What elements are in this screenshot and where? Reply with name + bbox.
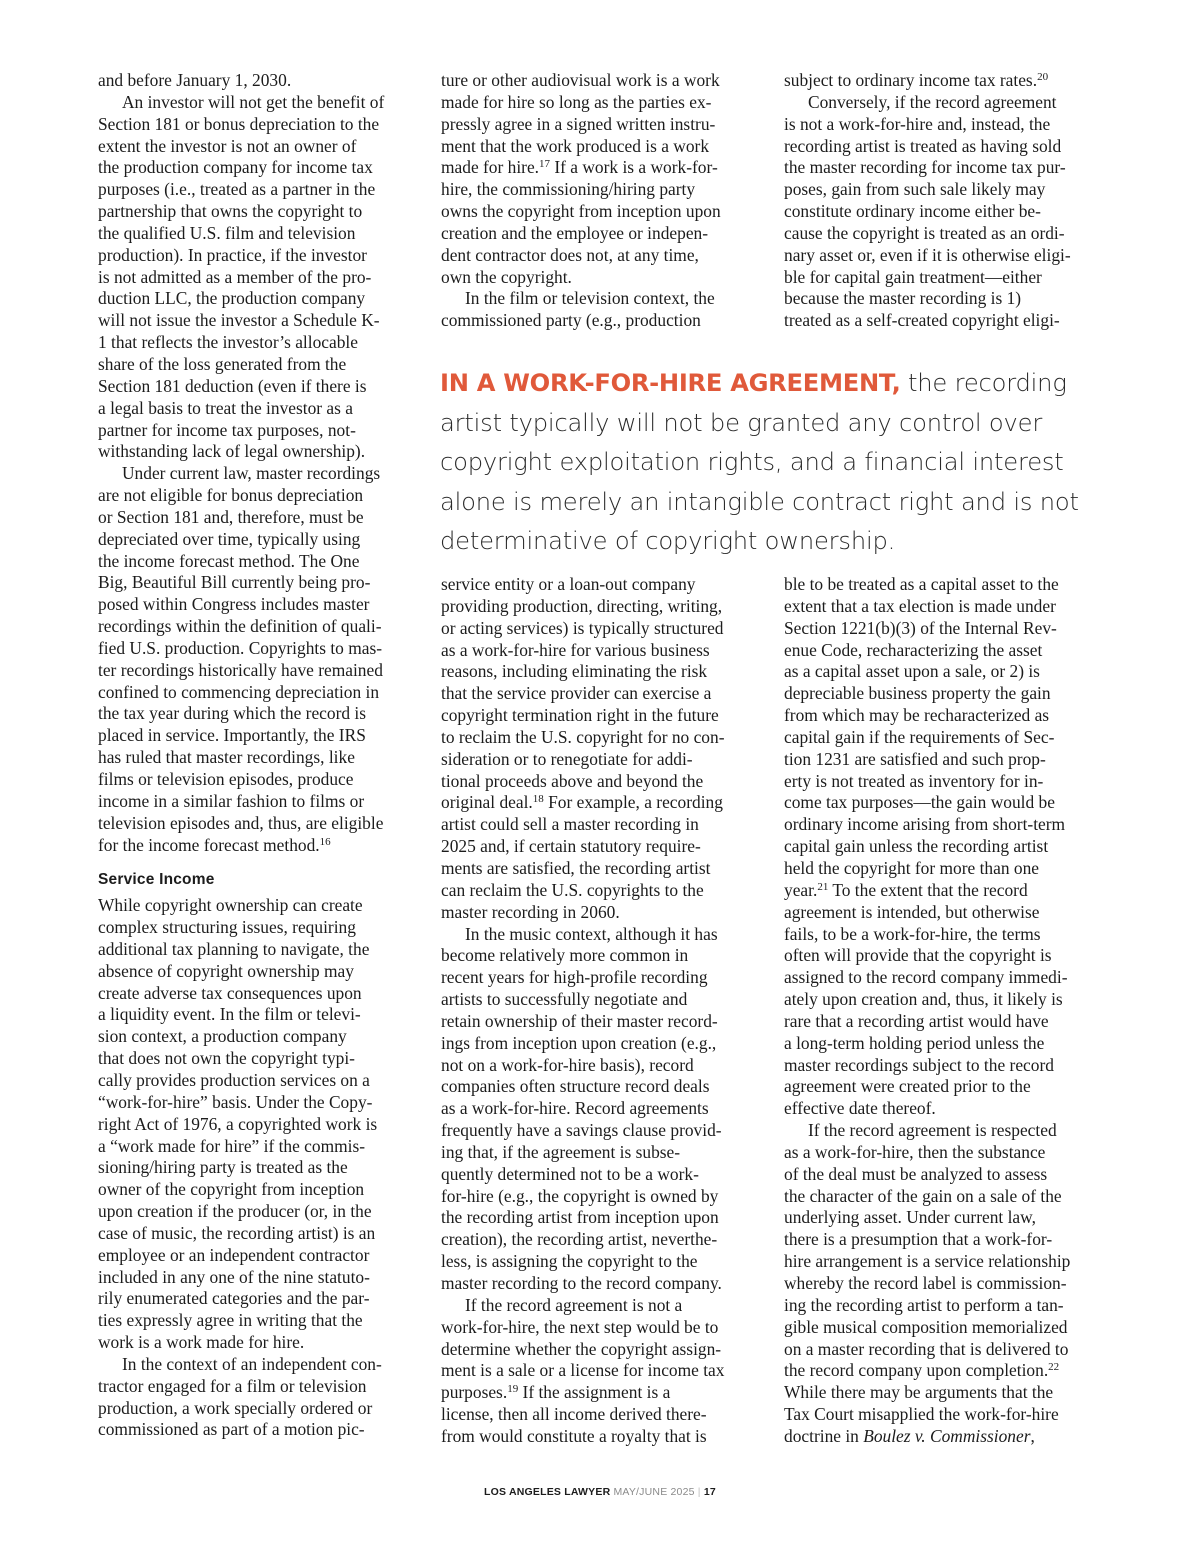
text-line: can reclaim the U.S. copyrights to the (441, 879, 704, 900)
text-line: fails, to be a work-for-hire, the terms (784, 923, 1041, 944)
text-line: retain ownership of their master record- (441, 1010, 718, 1031)
text-line: as a work-for-hire. Record agreements (441, 1098, 709, 1119)
text-line: made for hire so long as the parties ex- (441, 91, 712, 112)
text-line: sideration or to renegotiate for addi- (441, 748, 693, 769)
text-line: become relatively more common in (441, 945, 689, 966)
text-line: share of the loss generated from the (98, 353, 347, 374)
text-line: for-hire (e.g., the copyright is owned by (441, 1185, 719, 1206)
pull-quote (440, 364, 1140, 562)
text-line: If the record agreement is respected (808, 1120, 1057, 1141)
text-line: An investor will not get the benefit of (122, 91, 385, 112)
text-line: there is a presumption that a work-for- (784, 1229, 1053, 1250)
text-line: dent contractor does not, at any time, (441, 244, 699, 265)
text-line: artists to successfully negotiate and (441, 989, 688, 1010)
text-line: cally provides production services on a (98, 1069, 370, 1090)
text-line: ments are satisfied, the recording artist (441, 857, 711, 878)
column-2-top (441, 70, 766, 332)
text-line: that does not own the copyright typi- (98, 1048, 355, 1069)
text-line: Section 1221(b)(3) of the Internal Rev- (784, 617, 1057, 638)
text-line: “work-for-hire” basis. Under the Copy- (98, 1091, 373, 1112)
text-line: the tax year during which the record is (98, 703, 367, 724)
text-line: recording artist is treated as having sold (784, 135, 1062, 156)
text-line: tional proceeds above and beyond the (441, 770, 704, 791)
text-line: gible musical composition memorialized (784, 1316, 1068, 1337)
text-line: Conversely, if the record agreement (808, 91, 1057, 112)
text-line: pressly agree in a signed written instru- (441, 113, 716, 134)
footnote-ref: 18 (532, 793, 544, 806)
footnote-ref: 19 (507, 1383, 519, 1396)
text-line: not on a work-for-hire basis), record (441, 1054, 694, 1075)
text-line: the qualified U.S. film and television (98, 222, 356, 243)
text-line: from would constitute a royalty that is (441, 1425, 707, 1446)
text-line: duction LLC, the production company (98, 288, 366, 309)
page-footer (0, 1486, 1200, 1498)
text-line: ter recordings historically have remained (98, 659, 383, 680)
text-line: assigned to the record company immedi- (784, 967, 1068, 988)
text-line: create adverse tax consequences upon (98, 982, 362, 1003)
text-line: posed within Congress includes master (98, 594, 370, 615)
text-line: ment that the work produced is a work (441, 135, 710, 156)
text-line: Big, Beautiful Bill currently being pro- (98, 572, 371, 593)
text-line: confined to commencing depreciation in (98, 681, 380, 702)
text-line: hire arrangement is a service relationship (784, 1251, 1071, 1272)
text-line: the record company upon completion.$^{22}$ (784, 1360, 1060, 1381)
text-line: purposes (i.e., treated as a partner in the (98, 179, 376, 200)
text-line: sioning/hiring party is treated as the (98, 1157, 348, 1178)
text-line: determine whether the copyright assign- (441, 1338, 722, 1359)
text-line: owns the copyright from inception upon (441, 201, 721, 222)
text-line: work-for-hire, the next step would be to (441, 1316, 719, 1337)
text-line: extent that a tax election is made under (784, 595, 1056, 616)
text-line: nary asset or, even if it is otherwise eligi- (784, 244, 1071, 265)
pull-quote-line-5: determinative of copyright ownership. (440, 527, 896, 556)
text-line: Section 181 deduction (even if there is (98, 375, 367, 396)
text-line: Tax Court misapplied the work-for-hire (784, 1404, 1059, 1425)
text-line: ordinary income arising from short-term (784, 814, 1066, 835)
text-line: television episodes and, thus, are eligible (98, 812, 384, 833)
text-line: a legal basis to treat the investor as a (98, 397, 353, 418)
text-line: artist could sell a master recording in (441, 814, 699, 835)
text-line: ble for capital gain treatment—either (784, 266, 1042, 287)
text-line: underlying asset. Under current law, (784, 1207, 1036, 1228)
text-line: or acting services) is typically structured (441, 617, 724, 638)
case-name: Boulez v. Commissioner (863, 1425, 1031, 1446)
text-line: will not issue the investor a Schedule K- (98, 310, 380, 331)
column-3-bottom (784, 574, 1109, 1448)
footer-separator: | (697, 1486, 701, 1498)
text-line: While there may be arguments that the (784, 1382, 1054, 1403)
text-line: reasons, including eliminating the risk (441, 661, 708, 682)
pull-quote-line-1: IN A WORK-FOR-HIRE AGREEMENT, the recording (440, 369, 1067, 397)
text-line: service entity or a loan-out company (441, 574, 696, 594)
text-line: master recording to the record company. (441, 1273, 722, 1293)
text-line: partnership that owns the copyright to (98, 201, 363, 222)
text-line: effective date thereof. (784, 1098, 936, 1119)
text-line: poses, gain from such sale likely may (784, 179, 1046, 200)
footnote-ref: 17 (539, 158, 551, 171)
text-line: creation and the employee or indepen- (441, 222, 709, 243)
text-line: In the context of an independent con- (122, 1353, 382, 1374)
text-line: less, is assigning the copyright to the (441, 1251, 698, 1272)
text-line: rily enumerated categories and the par- (98, 1288, 370, 1309)
text-line: a liquidity event. In the film or televi- (98, 1004, 361, 1025)
text-line: absence of copyright ownership may (98, 960, 354, 981)
text-line: Section 181 or bonus depreciation to the (98, 113, 380, 134)
text-line: case of music, the recording artist) is an (98, 1222, 376, 1243)
text-line: and before January 1, 2030. (98, 70, 292, 90)
text-line: tractor engaged for a film or television (98, 1375, 367, 1396)
text-line: has ruled that master recordings, like (98, 747, 355, 768)
text-line: constitute ordinary income either be- (784, 201, 1041, 222)
pull-quote-lead: IN A WORK-FOR-HIRE AGREEMENT, (440, 369, 901, 397)
text-line: providing production, directing, writing, (441, 595, 723, 616)
text-line: as a work-for-hire, then the substance (784, 1141, 1046, 1162)
text-line: production, a work specially ordered or (98, 1397, 373, 1418)
text-line: fied U.S. production. Copyrights to mas- (98, 637, 383, 658)
text-line: ble to be treated as a capital asset to the (784, 574, 1059, 594)
text-line: In the music context, although it has (465, 923, 718, 944)
text-line: additional tax planning to navigate, the (98, 938, 370, 959)
footnote-ref: 16 (319, 835, 331, 848)
text-line: depreciated over time, typically using (98, 528, 361, 549)
text-line: treated as a self-created copyright eligi- (784, 310, 1060, 331)
text-line: purposes.$^{19}$ If the assignment is a (441, 1382, 671, 1403)
column-2-bottom (441, 574, 766, 1448)
text-line: 1 that reflects the investor’s allocable (98, 332, 358, 353)
text-line: the master recording for income tax pur- (784, 157, 1066, 178)
section-heading: Service Income (98, 871, 215, 889)
footer-publication: LOS ANGELES LAWYER (484, 1486, 611, 1498)
text-line: license, then all income derived there- (441, 1404, 707, 1425)
text-line: is not a work-for-hire and, instead, the (784, 113, 1051, 134)
text-line: films or television episodes, produce (98, 769, 354, 789)
text-line: ment is a sale or a license for income tax (441, 1360, 725, 1381)
text-line: commissioned party (e.g., production (441, 310, 701, 331)
footnote-ref: 22 (1048, 1361, 1060, 1374)
text-line: capital gain unless the recording artist (784, 836, 1049, 857)
footer-issue: MAY/JUNE 2025 (613, 1486, 695, 1498)
text-line: frequently have a savings clause provid- (441, 1120, 722, 1141)
text-line: employee or an independent contractor (98, 1244, 370, 1265)
text-line: complex structuring issues, requiring (98, 917, 356, 938)
text-line: that the service provider can exercise a (441, 683, 712, 704)
text-line: 2025 and, if certain statutory require- (441, 836, 701, 857)
text-line: enue Code, recharacterizing the asset (784, 639, 1043, 660)
text-line: held the copyright for more than one (784, 857, 1039, 878)
text-line: erty is not treated as inventory for in- (784, 770, 1044, 791)
text-line: master recordings subject to the record (784, 1054, 1054, 1075)
text-line: ture or other audiovisual work is a work (441, 70, 720, 90)
text-line: the character of the gain on a sale of the (784, 1185, 1062, 1206)
text-line: extent the investor is not an owner of (98, 135, 357, 156)
text-line: Under current law, master recordings (122, 463, 381, 484)
text-line: companies often structure record deals (441, 1076, 710, 1097)
text-line: recent years for high-profile recording (441, 967, 708, 988)
text-line: depreciable business property the gain (784, 683, 1051, 704)
text-line: the income forecast method. The One (98, 550, 360, 571)
text-line: to reclaim the U.S. copyright for no con- (441, 726, 725, 747)
text-line: income in a similar fashion to films or (98, 790, 365, 811)
pull-quote-line-3: copyright exploitation rights, and a financial interest (440, 448, 1064, 477)
text-line: withstanding lack of legal ownership). (98, 441, 366, 462)
text-line: copyright termination right in the future (441, 705, 719, 726)
text-line: made for hire.$^{17}$ If a work is a work-for- (441, 157, 718, 178)
text-line: the recording artist from inception upon (441, 1207, 719, 1228)
text-line: is not admitted as a member of the pro- (98, 266, 372, 287)
text-line: original deal.$^{18}$ For example, a recording (441, 792, 723, 813)
text-line: ately upon creation and, thus, it likely is (784, 989, 1063, 1010)
pull-quote-line-2: artist typically will not be granted any control over (440, 408, 1043, 437)
page-number: 17 (703, 1486, 716, 1498)
text-line: recordings within the definition of quali- (98, 616, 382, 637)
footnote-ref: 21 (817, 880, 829, 893)
text-line: right Act of 1976, a copyrighted work is (98, 1113, 378, 1134)
text-line: of the deal must be analyzed to assess (784, 1163, 1048, 1184)
text-line: whereby the record label is commission- (784, 1273, 1067, 1293)
text-line: hire, the commissioning/hiring party (441, 179, 696, 200)
text-line: as a work-for-hire for various business (441, 639, 710, 660)
text-line: for the income forecast method.$^{16}$ (98, 834, 331, 855)
text-line: ties expressly agree in writing that the (98, 1310, 363, 1331)
text-line: partner for income tax purposes, not- (98, 419, 356, 440)
text-line: a “work made for hire” if the commis- (98, 1135, 366, 1156)
text-line: master recording in 2060. (441, 901, 620, 922)
text-line: work is a work made for hire. (98, 1332, 305, 1353)
text-line: ings from inception upon creation (e.g., (441, 1032, 717, 1053)
text-line: or Section 181 and, therefore, must be (98, 506, 364, 527)
text-line: creation), the recording artist, neverthe- (441, 1229, 718, 1250)
text-line: production). In practice, if the investor (98, 244, 367, 265)
text-line: placed in service. Importantly, the IRS (98, 725, 366, 746)
text-line: included in any one of the nine statuto- (98, 1266, 370, 1287)
pull-quote-line-4: alone is merely an intangible contract right and is not (440, 487, 1079, 516)
text-line: subject to ordinary income tax rates.$^{20}$ (784, 70, 1049, 90)
text-line: tion 1231 are satisfied and such prop- (784, 748, 1046, 769)
text-line: a long-term holding period unless the (784, 1032, 1045, 1053)
text-line: commissioned as part of a motion pic- (98, 1419, 365, 1440)
text-line: from which may be recharacterized as (784, 705, 1050, 726)
text-line: ing the recording artist to perform a tan- (784, 1294, 1064, 1315)
text-line: the production company for income tax (98, 157, 373, 178)
column-3-top (784, 70, 1109, 332)
text-line: In the film or television context, the (465, 288, 715, 309)
text-line: because the master recording is 1) (784, 288, 1022, 309)
text-line: own the copyright. (441, 266, 572, 287)
text-line: are not eligible for bonus depreciation (98, 485, 364, 506)
text-line: on a master recording that is delivered to (784, 1338, 1069, 1359)
column-1 (98, 70, 423, 1441)
text-line: capital gain if the requirements of Sec- (784, 726, 1055, 747)
text-line: If the record agreement is not a (465, 1294, 683, 1315)
text-line: come tax purposes—the gain would be (784, 792, 1055, 813)
text-line: While copyright ownership can create (98, 895, 363, 916)
text-line: doctrine in Boulez v. Commissioner, (784, 1425, 1035, 1446)
text-line: upon creation if the producer (or, in the (98, 1201, 372, 1222)
text-line: agreement is intended, but otherwise (784, 901, 1040, 922)
text-line: owner of the copyright from inception (98, 1179, 365, 1200)
text-line: often will provide that the copyright is (784, 945, 1052, 966)
text-line: cause the copyright is treated as an ordi- (784, 222, 1065, 243)
text-line: ing that, if the agreement is subse- (441, 1141, 681, 1162)
footnote-ref: 20 (1037, 71, 1049, 83)
text-line: quently determined not to be a work- (441, 1163, 699, 1184)
text-line: as a capital asset upon a sale, or 2) is (784, 661, 1040, 682)
text-line: agreement were created prior to the (784, 1076, 1031, 1097)
text-line: year.$^{21}$ To the extent that the record (784, 879, 1028, 900)
text-line: sion context, a production company (98, 1026, 347, 1047)
text-line: rare that a recording artist would have (784, 1010, 1049, 1031)
